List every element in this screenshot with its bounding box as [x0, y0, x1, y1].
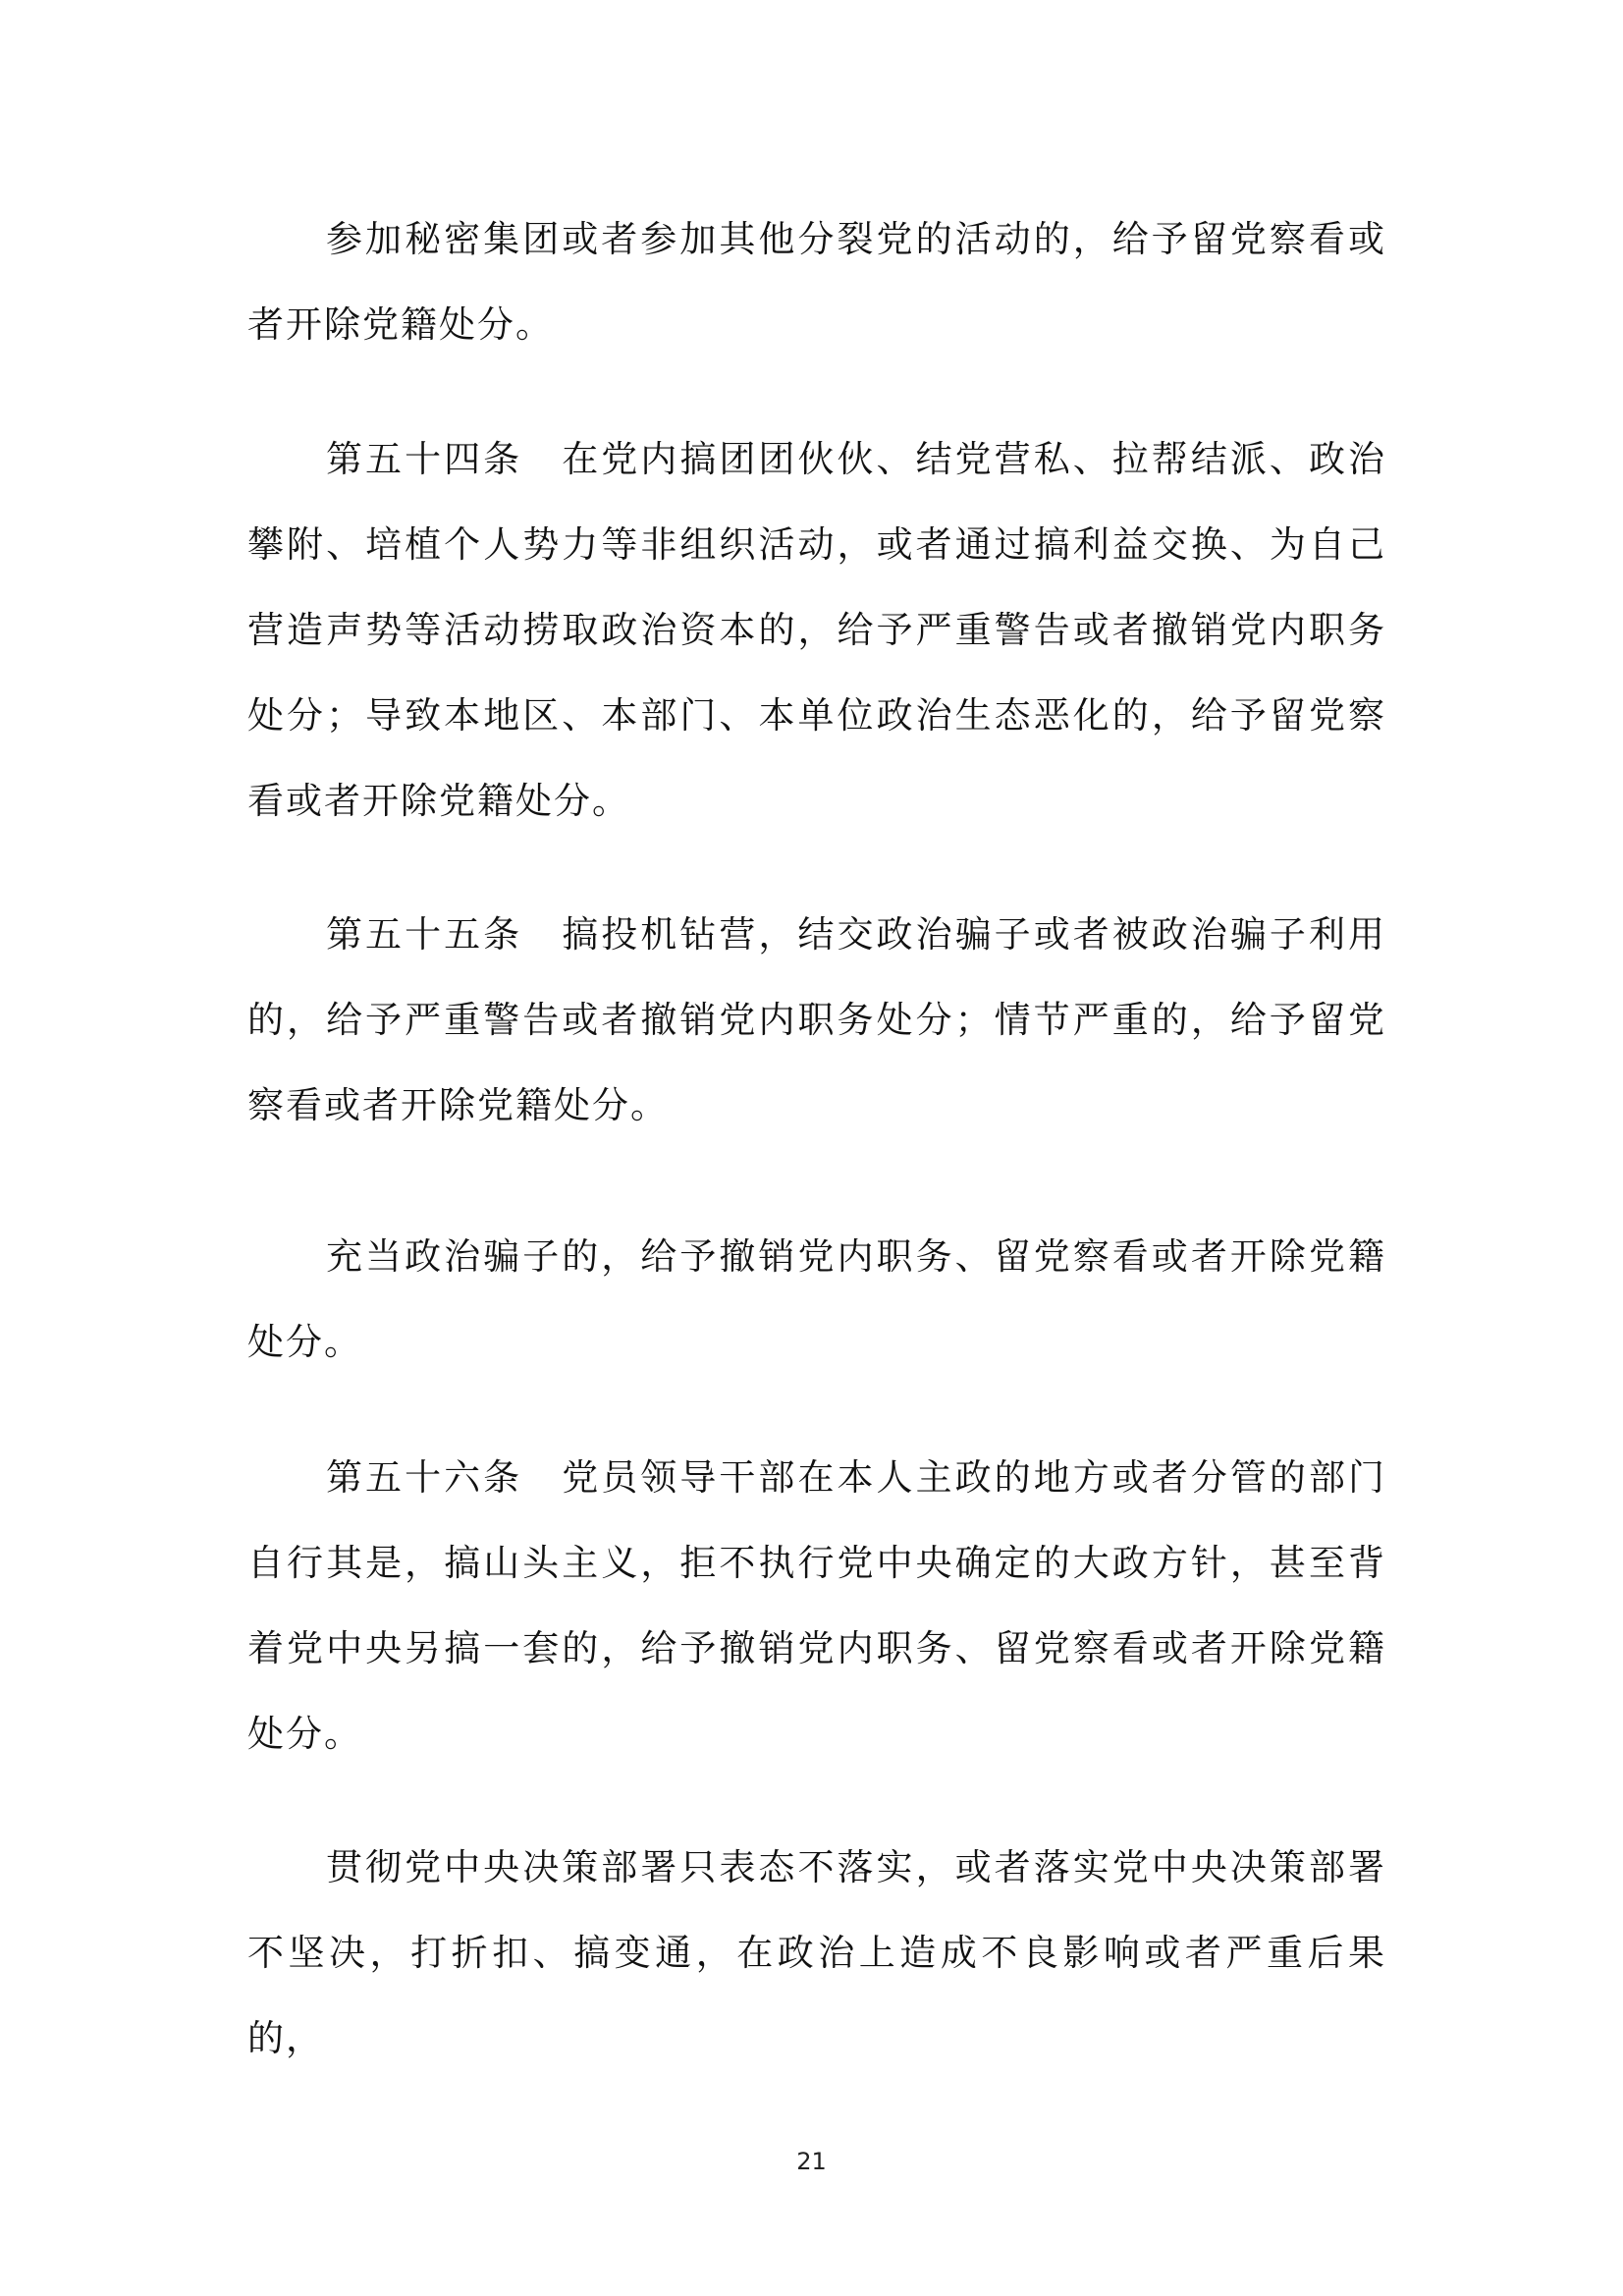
paragraph-article-56: 第五十六条 党员领导干部在本人主政的地方或者分管的部门自行其是，搞山头主义，拒不执行党中央确定的大政方针，甚至背着党中央另搞一套的，给予撤销党内职务、留党察看或者开除党籍处分。: [247, 1456, 1386, 1755]
paragraph-article-54: 第五十四条 在党内搞团团伙伙、结党营私、拉帮结派、政治攀附、培植个人势力等非组织活动，或者通过搞利益交换、为自己营造声势等活动捞取政治资本的，给予严重警告或者撤销党内职务处分；导致本地区、本部门、本单位政治生态恶化的，给予留党察看或者开除党籍处分。: [247, 438, 1386, 822]
paragraph-secret-group: 参加秘密集团或者参加其他分裂党的活动的，给予留党察看或者开除党籍处分。: [247, 218, 1386, 346]
page-number: 21: [796, 2148, 827, 2175]
paragraph-political-fraud: 充当政治骗子的，给予撤销党内职务、留党察看或者开除党籍处分。: [247, 1235, 1386, 1363]
paragraph-article-55: 第五十五条 搞投机钻营，结交政治骗子或者被政治骗子利用的，给予严重警告或者撤销党内职务处分；情节严重的，给予留党察看或者开除党籍处分。: [247, 913, 1386, 1126]
paragraph-implementation: 贯彻党中央决策部署只表态不落实，或者落实党中央决策部署不坚决，打折扣、搞变通，在政治上造成不良影响或者严重后果的，: [247, 1846, 1386, 2059]
